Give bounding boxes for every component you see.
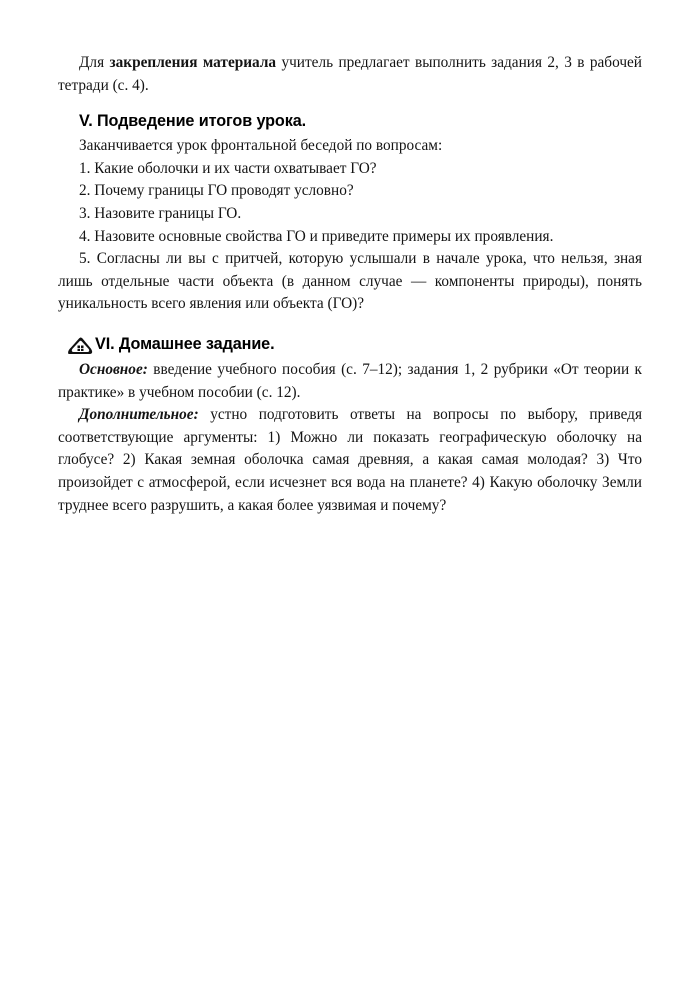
list-item: 4. Назовите основные свойства ГО и приведите примеры их проявления. <box>79 227 554 245</box>
home-icon <box>67 332 94 356</box>
homework-additional-label: Дополнительное: <box>79 406 199 424</box>
homework-basic-text: введение учебного пособия (с. 7–12); задания 1, 2 рубрики «От теории к практике» в учебном пособии (с. 12). <box>58 360 642 401</box>
list-item: 3. Назовите границы ГО. <box>79 204 242 222</box>
list-item: 1. Какие оболочки и их части охватывает ГО? <box>79 159 377 177</box>
section-vi-heading <box>58 332 642 356</box>
section-v-question-list <box>58 158 642 316</box>
intro-tail-text: учитель предлагает выполнить задания 2, 3 в рабочей тетради (с. 4). <box>58 54 642 94</box>
intro-lead-text: Для <box>79 54 110 71</box>
intro-bold-term: закрепления материала <box>109 54 277 71</box>
homework-additional <box>58 404 642 517</box>
intro-paragraph <box>58 52 642 97</box>
section-v-lead: Заканчивается урок фронтальной беседой по вопросам: <box>79 137 443 155</box>
homework-basic-label: Основное: <box>79 360 148 378</box>
homework-additional-text: устно подготовить ответы на вопросы по выбору, приведя соответствующие аргументы: 1) Можно ли показать географическую оболочку на глобусе? 2) Какая земная оболочка самая древняя, а какая самая молодая? 3) Что произойдет с атмосферой, если исчезнет вся вода на планете? 4) Какую оболочку Земли труднее всего разрушить, а какая более уязвимая и почему? <box>58 406 642 514</box>
section-v-heading: V. Подведение итогов урока. <box>79 112 307 131</box>
section-vi-heading-label: VI. Домашнее задание. <box>95 334 275 353</box>
homework-basic <box>58 359 642 404</box>
list-item: 2. Почему границы ГО проводят условно? <box>79 182 354 200</box>
document-page <box>58 52 642 517</box>
list-item: 5. Согласны ли вы с притчей, которую услышали в начале урока, что нельзя, зная лишь отдельные части объекта (в данном случае — компоненты природы), понять уникальность всего явления или объекта (ГО)? <box>58 250 642 313</box>
